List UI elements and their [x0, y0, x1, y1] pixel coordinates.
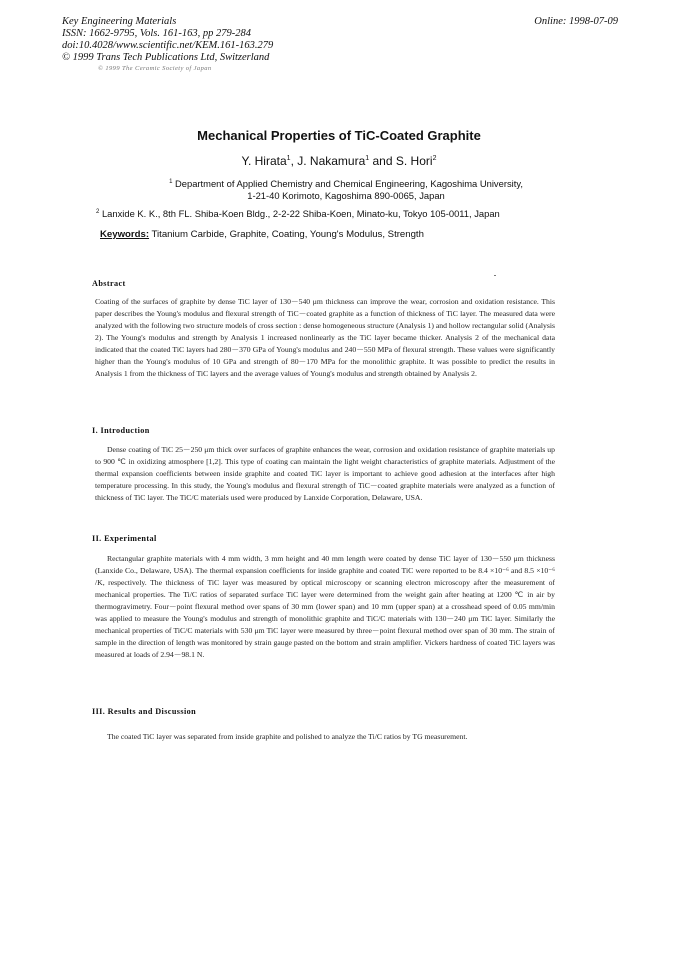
abstract-heading: Abstract [92, 279, 126, 288]
scan-mark [494, 275, 496, 276]
author-name: S. Hori [395, 154, 433, 168]
keywords-text: Titanium Carbide, Graphite, Coating, Young's Modulus, Strength [151, 229, 424, 240]
abstract-text: Coating of the surfaces of graphite by dense TiC layer of 130－540 μm thickness can improve the wear, corrosion and oxidation resistance. This paper describes the Young's modulus and flexural strength of TiC－coated graphite as a function of thickness of TiC layer. The measured data were analyzed with the following two structure models of cross section : dense homogeneous structure (Analysis 1) and hollow rectangular solid (Analysis 2). The Young's modulus and strength by Analysis 1 increased nonlinearly as the TiC layer became thicker. Analysis 2 of the mechanical data indicated that the coated TiC layers had 280－370 GPa of Young's modulus and 240－550 MPa of flexural strength. These values were significantly higher than the Young's modulus of 10 GPa and strength of 80－170 MPa for the monolithic graphite. It was possible to predict the results in Analysis 1 from the thickness of TiC layers and the average values of Young's modulus and strength obtained by Analysis 2. [95, 297, 555, 378]
experimental-heading: II. Experimental [92, 534, 157, 543]
author-list [0, 154, 678, 168]
affiliation-1-line1: Department of Applied Chemistry and Chemical Engineering, Kagoshima University, [175, 178, 523, 190]
faded-society-line: © 1999 The Ceramic Society of Japan [98, 65, 212, 72]
affiliation-mark: 1 [169, 179, 173, 185]
author-separator: and [369, 154, 396, 168]
author-name: J. Nakamura [297, 154, 366, 168]
keywords-line [100, 229, 424, 240]
doi-line: doi:10.4028/www.scientific.net/KEM.161-163.279 [62, 40, 274, 51]
online-date: Online: 1998-07-09 [534, 16, 618, 27]
paper-title: Mechanical Properties of TiC-Coated Graphite [197, 128, 481, 143]
journal-name: Key Engineering Materials [62, 16, 177, 27]
results-text: The coated TiC layer was separated from inside graphite and polished to analyze the Ti/C ratios by TG measurement. [107, 732, 468, 741]
introduction-text: Dense coating of TiC 25－250 μm thick over surfaces of graphite enhances the wear, corrosion and oxidation resistance of graphite materials up to 900 ℃ in oxidizing atmosphere [1,2]. This type of coating can maintain the light weight characteristics of graphite materials. Adjustment of the thermal expansion coefficients between inside graphite and coated TiC layer is important to achieve good adhesion at the interfaces after high temperature processing. In this study, the Young's modulus and flexural strength of TiC－coated graphite materials were analyzed as a function of thickness of TiC layer. The TiC/C materials used were produced by Lanxide Corporation, Delaware, USA. [95, 445, 555, 502]
author-affiliation-mark: 1 [286, 155, 291, 162]
affiliation-2-text: Lanxide K. K., 8th FL. Shiba-Koen Bldg., 2-2-22 Shiba-Koen, Minato-ku, Tokyo 105-0011, Japan [101, 208, 500, 220]
results-heading: III. Results and Discussion [92, 707, 197, 716]
issn-line: ISSN: 1662-9795, Vols. 161-163, pp 279-284 [62, 28, 251, 39]
keywords-label: Keywords: [100, 229, 150, 240]
experimental-text: Rectangular graphite materials with 4 mm width, 3 mm height and 40 mm length were coated by dense TiC layer of 130－550 μm thickness (Lanxide Co., Delaware, USA). The thermal expansion coefficients for inside graphite and coated TiC were reported to be 8.4 ×10⁻⁶ and 8.5 ×10⁻⁶ /K, respectively. The thickness of TiC layer was measured by optical microscopy or scanning electron microscopy after the measurement of mechanical properties. The Ti/C ratios of separated surface TiC layer were determined from the weight gain after heating at 1200 ℃ in air by thermogravimetry. Four－point flexural method over spans of 30 mm (lower span) and 10 mm (upper span) at a crosshead speed of 0.05 mm/min was applied to measure the Young's modulus and strength of monolithic graphite and TiC/C materials with 130－240 μm TiC layer. Similarly the mechanical properties of TiC/C materials with 530 μm TiC layer were measured by three－point flexural method over span of 30 mm. The strain of sample in the direction of length was monitored by strain gauge pasted on the bottom and strain amplifier. Vickers hardness of coated TiC layers was measured at loads of 2.94－98.1 N. [95, 554, 555, 659]
introduction-heading: I. Introduction [92, 426, 150, 435]
author-affiliation-mark: 2 [432, 155, 437, 162]
author-affiliation-mark: 1 [365, 155, 370, 162]
affiliation-mark: 2 [96, 209, 100, 215]
journal-header [62, 16, 618, 64]
author-separator: , [290, 154, 298, 168]
author-name: Y. Hirata [241, 154, 287, 168]
affiliation-1 [96, 176, 596, 202]
affiliation-1-line2: 1-21-40 Korimoto, Kagoshima 890-0065, Japan [247, 190, 445, 202]
copyright-line: © 1999 Trans Tech Publications Ltd, Switzerland [62, 52, 270, 63]
affiliation-2 [96, 206, 656, 220]
